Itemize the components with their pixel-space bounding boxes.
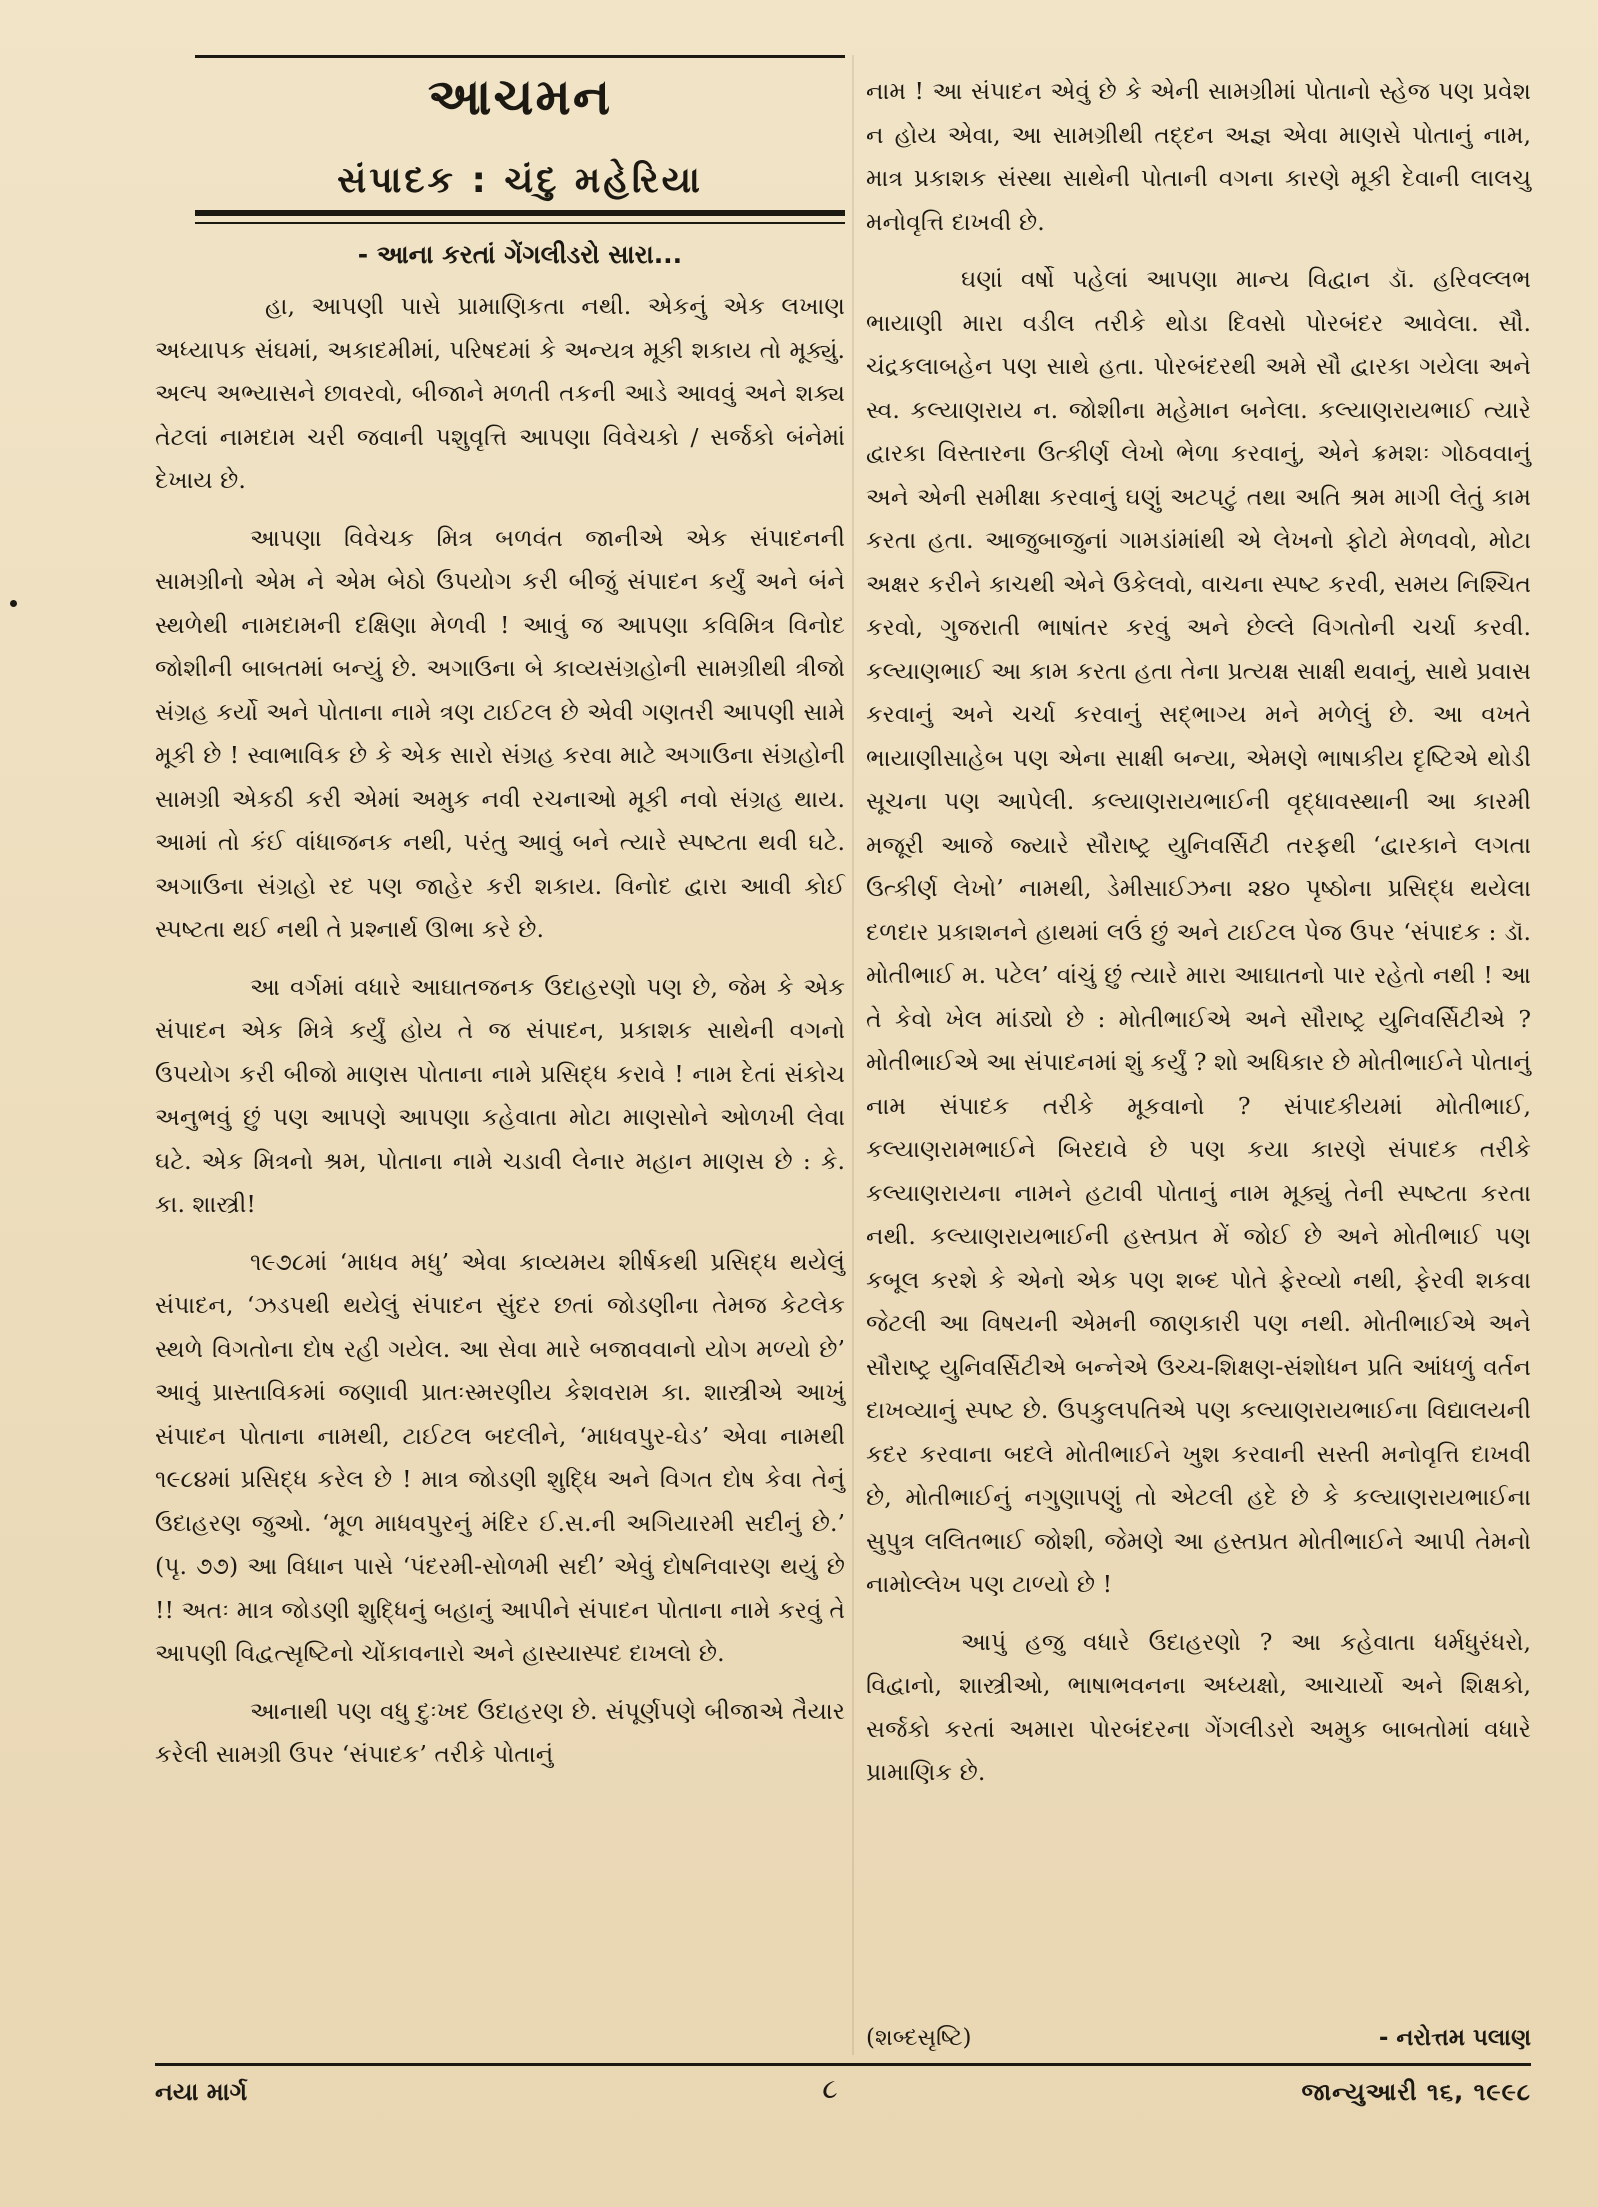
- ink-spot: [10, 600, 17, 607]
- left-column: [155, 285, 845, 1791]
- publication-name: નયા માર્ગ: [155, 2078, 248, 2106]
- paragraph: હા, આપણી પાસે પ્રામાણિકતા નથી. એકનું એક લખાણ અધ્યાપક સંઘમાં, અકાદમીમાં, પરિષદમાં કે અન્યત્ર મૂકી શકાય તો મૂક્યું. અલ્પ અભ્યાસને છાવરવો, બીજાને મળતી તકની આડે આવવું અને શક્ય તેટલાં નામદામ ચરી જવાની પશુવૃત્તિ આપણા વિવેચકો / સર્જકો બંનેમાં દેખાય છે.: [155, 292, 845, 494]
- paragraph: આનાથી પણ વધુ દુઃખદ ઉદાહરણ છે. સંપૂર્ણપણે બીજાએ તૈયાર કરેલી સામગ્રી ઉપર ‘સંપાદક’ તરીકે પોતાનું: [155, 1696, 845, 1768]
- paragraph: આ વર્ગમાં વધારે આઘાતજનક ઉદાહરણો પણ છે, જેમ કે એક સંપાદન એક મિત્રે કર્યું હોય તે જ સંપાદન, પ્રકાશક સાથેની વગનો ઉપયોગ કરી બીજો માણસ પોતાના નામે પ્રસિદ્ધ કરાવે ! નામ દેતાં સંકોચ અનુભવું છું પણ આપણે આપણા કહેવાતા મોટા માણસોને ઓળખી લેવા ઘટે. એક મિત્રનો શ્રમ, પોતાના નામે ચડાવી લેનાર મહાન માણસ છે : કે. કા. શાસ્ત્રી!: [155, 972, 845, 1218]
- paragraph: ઘણાં વર્ષો પહેલાં આપણા માન્ય વિદ્વાન ડૉ. હરિવલ્લભ ભાયાણી મારા વડીલ તરીકે થોડા દિવસો પોરબંદર આવેલા. સૌ. ચંદ્રકલાબહેન પણ સાથે હતા. પોરબંદરથી અમે સૌ દ્વારકા ગયેલા અને સ્વ. કલ્યાણરાય ન. જોશીના મહેમાન બનેલા. કલ્યાણરાયભાઈ ત્યારે દ્વારકા વિસ્તારના ઉત્કીર્ણ લેખો ભેળા કરવાનું, એને ક્રમશઃ ગોઠવવાનું અને એની સમીક્ષા કરવાનું ઘણું અટપટું તથા અતિ શ્રમ માગી લેતું કામ કરતા હતા. આજુબાજુનાં ગામડાંમાંથી એ લેખનો ફોટો મેળવવો, મોટા અક્ષર કરીને કાચથી એને ઉકેલવો, વાચના સ્પષ્ટ કરવી, સમય નિશ્ચિત કરવો, ગુજરાતી ભાષાંતર કરવું અને છેલ્લે વિગતોની ચર્ચા કરવી. કલ્યાણભાઈ આ કામ કરતા હતા તેના પ્રત્યક્ષ સાક્ષી થવાનું, સાથે પ્રવાસ કરવાનું અને ચર્ચા કરવાનું સદ્ભાગ્ય મને મળેલું છે. આ વખતે ભાયાણીસાહેબ પણ એના સાક્ષી બન્યા, એમણે ભાષાકીય દૃષ્ટિએ થોડી સૂચના પણ આપેલી. કલ્યાણરાયભાઈની વૃદ્ધાવસ્થાની આ કારમી મજૂરી આજે જ્યારે સૌરાષ્ટ્ર યુનિવર્સિટી તરફથી ‘દ્વારકાને લગતા ઉત્કીર્ણ લેખો’ નામથી, ડેમીસાઈઝના ૨૪૦ પૃષ્ઠોના પ્રસિદ્ધ થયેલા દળદાર પ્રકાશનને હાથમાં લઉં છું અને ટાઈટલ પેજ ઉપર ‘સંપાદક : ડૉ. મોતીભાઈ મ. પટેલ’ વાંચું છું ત્યારે મારા આઘાતનો પાર રહેતો નથી ! આ તે કેવો ખેલ માંડ્યો છે : મોતીભાઈએ અને સૌરાષ્ટ્ર યુનિવર્સિટીએ ? મોતીભાઈએ આ સંપાદનમાં શું કર્યું ? શો અધિકાર છે મોતીભાઈને પોતાનું નામ સંપાદક તરીકે મૂકવાનો ? સંપાદકીયમાં મોતીભાઈ, કલ્યાણરામભાઈને બિરદાવે છે પણ કયા કારણે સંપાદક તરીકે કલ્યાણરાયના નામને હટાવી પોતાનું નામ મૂક્યું તેની સ્પષ્ટતા કરતા નથી. કલ્યાણરાયભાઈની હસ્તપ્રત મેં જોઈ છે અને મોતીભાઈ પણ કબૂલ કરશે કે એનો એક પણ શબ્દ પોતે ફેરવ્યો નથી, ફેરવી શકવા જેટલી આ વિષયની એમની જાણકારી પણ નથી. મોતીભાઈએ અને સૌરાષ્ટ્ર યુનિવર્સિટીએ બન્નેએ ઉચ્ચ-શિક્ષણ-સંશોધન પ્રતિ આંધળું વર્તન દાખવ્યાનું સ્પષ્ટ છે. ઉપકુલપતિએ પણ કલ્યાણરાયભાઈના વિદ્યાલયની કદર કરવાના બદલે મોતીભાઈને ખુશ કરવાની સસ્તી મનોવૃત્તિ દાખવી છે, મોતીભાઈનું નગુણાપણું તો એટલી હદે છે કે કલ્યાણરાયભાઈના સુપુત્ર લલિતભાઈ જોશી, જેમણે આ હસ્તપ્રત મોતીભાઈને આપી તેમનો નામોલ્લેખ પણ ટાળ્યો છે !: [866, 265, 1531, 1598]
- column-title: આચમન: [427, 68, 613, 126]
- author-byline: - નરોત્તમ પલાણ: [1378, 2025, 1531, 2051]
- paragraph: ૧૯૭૮માં ‘માધવ મધુ’ એવા કાવ્યમય શીર્ષકથી પ્રસિદ્ધ થયેલું સંપાદન, ‘ઝડપથી થયેલું સંપાદન સુંદર છતાં જોડણીના તેમજ કેટલેક સ્થળે વિગતોના દોષ રહી ગયેલ. આ સેવા મારે બજાવવાનો યોગ મળ્યો છે’ આવું પ્રાસ્તાવિકમાં જણાવી પ્રાતઃસ્મરણીય કેશવરામ કા. શાસ્ત્રીએ આખું સંપાદન પોતાના નામથી, ટાઈટલ બદલીને, ‘માધવપુર-ઘેડ’ એવા નામથી ૧૯૮૪માં પ્રસિદ્ધ કરેલ છે ! માત્ર જોડણી શુદ્ધિ અને વિગત દોષ કેવા તેનું ઉદાહરણ જુઓ. ‘મૂળ માધવપુરનું મંદિર ઈ.સ.ની અગિયારમી સદીનું છે.’ (પૃ. ૭૭) આ વિધાન પાસે ‘પંદરમી-સોળમી સદી’ એવું દોષનિવારણ થયું છે !! અતઃ માત્ર જોડણી શુદ્ધિનું બહાનું આપીને સંપાદન પોતાના નામે કરવું તે આપણી વિદ્વત્સૃષ્ટિનો ચોંકાવનારો અને હાસ્યાસ્પદ દાખલો છે.: [155, 1247, 845, 1667]
- paragraph: આપણા વિવેચક મિત્ર બળવંત જાનીએ એક સંપાદનની સામગ્રીનો એમ ને એમ બેઠો ઉપયોગ કરી બીજું સંપાદન કર્યું અને બંને સ્થળેથી નામદામની દક્ષિણા મેળવી ! આવું જ આપણા કવિમિત્ર વિનોદ જોશીની બાબતમાં બન્યું છે. અગાઉના બે કાવ્યસંગ્રહોની સામગ્રીથી ત્રીજો સંગ્રહ કર્યો અને પોતાના નામે ત્રણ ટાઈટલ છે એવી ગણતરી આપણી સામે મૂકી છે ! સ્વાભાવિક છે કે એક સારો સંગ્રહ કરવા માટે અગાઉના સંગ્રહોની સામગ્રી એકઠી કરી એમાં અમુક નવી રચનાઓ મૂકી નવો સંગ્રહ થાય. આમાં તો કંઈ વાંધાજનક નથી, પરંતુ આવું બને ત્યારે સ્પષ્ટતા થવી ઘટે. અગાઉના સંગ્રહો રદ પણ જાહેર કરી શકાય. વિનોદ દ્વારા આવી કોઈ સ્પષ્ટતા થઈ નથી તે પ્રશ્નાર્થ ઊભા કરે છે.: [155, 523, 845, 943]
- page-number: ૮: [822, 2072, 838, 2105]
- editor-line: સંપાદક : ચંદુ મહેરિયા: [337, 160, 703, 201]
- title-rule-thin: [195, 222, 845, 224]
- paragraph: આપું હજુ વધારે ઉદાહરણો ? આ કહેવાતા ધર્મધુરંધરો, વિદ્વાનો, શાસ્ત્રીઓ, ભાષાભવનના અધ્યક્ષો, આચાર્યો અને શિક્ષકો, સર્જકો કરતાં અમારા પોરબંદરના ગેંગલીડરો અમુક બાબતોમાં વધારે પ્રામાણિક છે.: [866, 1627, 1531, 1786]
- paragraph: નામ ! આ સંપાદન એવું છે કે એની સામગ્રીમાં પોતાનો સ્હેજ પણ પ્રવેશ ન હોય એવા, આ સામગ્રીથી તદ્દન અજ્ઞ એવા માણસે પોતાનું નામ, માત્ર પ્રકાશક સંસ્થા સાથેની પોતાની વગના કારણે મૂકી દેવાની લાલચુ મનોવૃત્તિ દાખવી છે.: [866, 77, 1531, 236]
- article-subheading: - આના કરતાં ગેંગલીડરો સારા...: [357, 240, 683, 269]
- title-rule-thick: [195, 210, 845, 216]
- column-fold: [852, 55, 854, 2055]
- top-rule: [195, 55, 845, 58]
- publication-date: જાન્યુઆરી ૧૬, ૧૯૯૮: [1301, 2078, 1531, 2106]
- right-column: [866, 70, 1531, 1809]
- footer-rule: [155, 2063, 1531, 2066]
- source-credit: (શબ્દસૃષ્ટિ): [866, 2025, 972, 2051]
